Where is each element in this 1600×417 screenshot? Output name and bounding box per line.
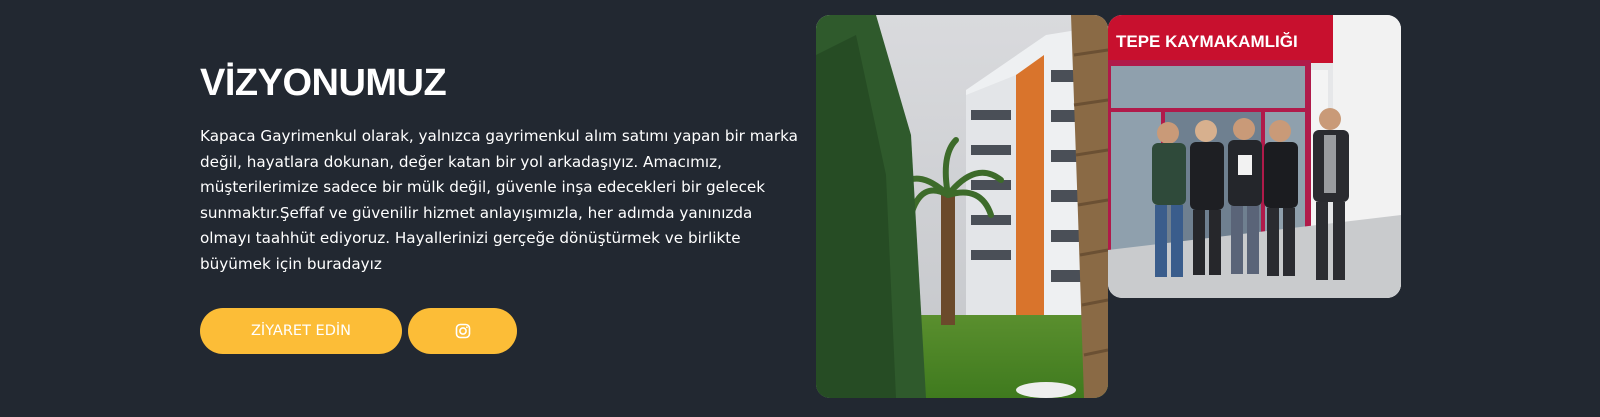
section-title: VİZYONUMUZ <box>200 62 447 104</box>
vision-section <box>200 60 800 277</box>
instagram-icon <box>455 323 471 339</box>
visit-button[interactable]: ZİYARET EDİN <box>200 308 402 354</box>
sign-text: TEPE KAYMAKAMLIĞI <box>1116 32 1298 51</box>
instagram-button[interactable] <box>408 308 517 354</box>
section-description: Kapaca Gayrimenkul olarak, yalnızca gayrimenkul alım satımı yapan bir marka değil, hayatlara dokunan, değer katan bir yol arkadaşıyız. Amacımız, müşterilerimize sadece bir mülk değil, güvenle inşa edecekleri bir gelecek sunmaktır.Şeffaf ve güvenilir hizmet anlayışımızla, her adımda yanınızda olmayı taahhüt ediyoruz. Hayallerinizi gerçeğe dönüştürmek ve birlikte büyümek için buradayız <box>200 127 798 273</box>
building-garden-photo <box>816 15 1108 398</box>
team-photo <box>1108 15 1401 298</box>
button-row <box>200 308 517 354</box>
